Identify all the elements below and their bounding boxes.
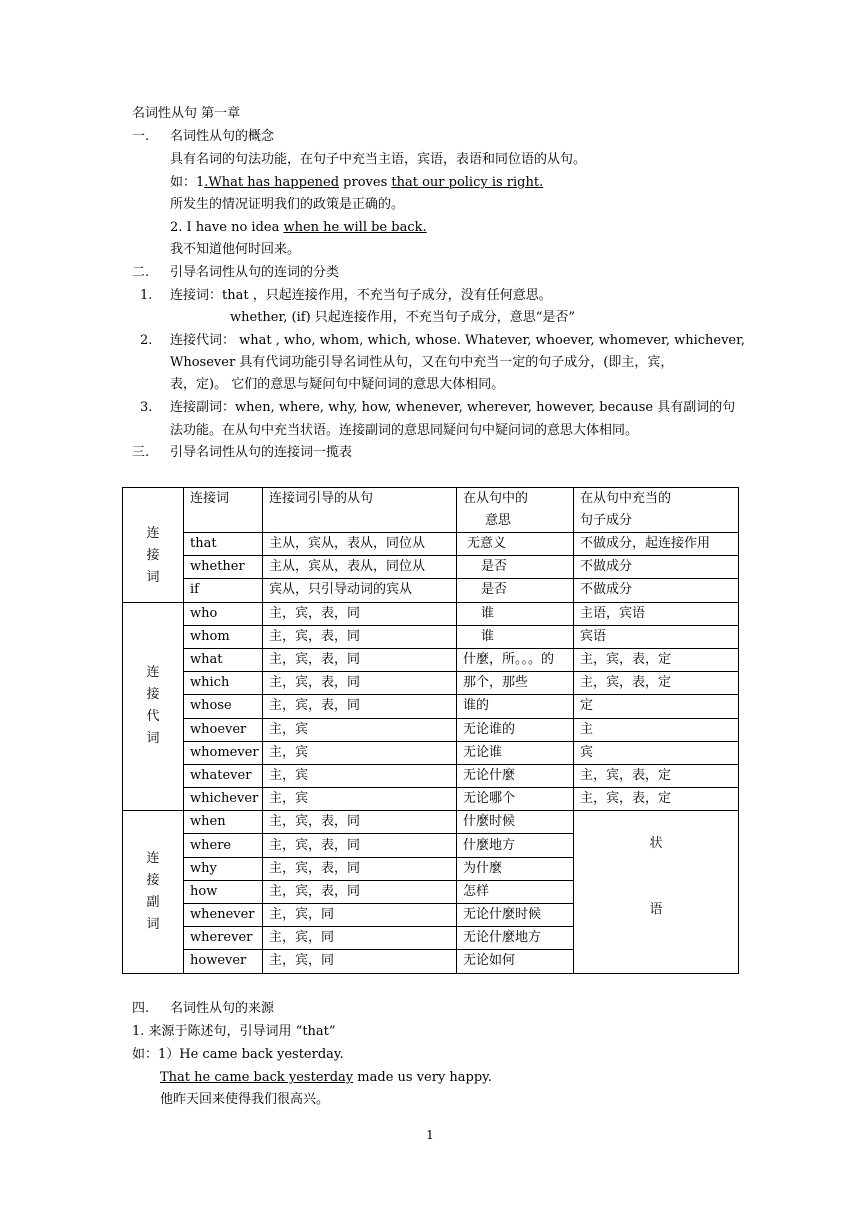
cell-word: wherever [184,927,263,950]
cell-word: whose [184,695,263,718]
item-3-line-1: 连接副词：when, where, why, how, whenever, wherever, however, because 具有副词的句 [170,400,736,415]
cell-word: whatever [184,764,263,787]
example-1 [170,174,543,192]
header-conjunction: 连接词 [184,488,263,533]
group-2-char: 词 [146,731,160,747]
cell-clause: 主，宾，同 [263,927,457,950]
cell-clause: 主，宾 [263,741,457,764]
cell-meaning: 谁 [457,625,574,648]
cell-clause: 主，宾，表，同 [263,672,457,695]
table-row [123,764,739,787]
table-row [123,788,739,811]
cell-word: whoever [184,718,263,741]
cell-word: that [184,533,263,556]
cell-clause: 主，宾，同 [263,904,457,927]
item-3-number: 3. [140,400,153,415]
table-row [123,579,739,602]
section-1-number: 一. [132,129,150,144]
cell-word: whenever [184,904,263,927]
cell-clause: 主，宾 [263,788,457,811]
cell-meaning: 无论什麼 [457,764,574,787]
cell-meaning: 什麼，所。。。的 [457,648,574,671]
header-role [574,488,739,533]
table-row [123,533,739,556]
cell-clause: 主，宾，表，同 [263,880,457,903]
cell-meaning: 那个，那些 [457,672,574,695]
cell-meaning: 为什麼 [457,857,574,880]
item-1-number: 1. [140,288,153,303]
section-4-line-2: 如：1）He came back yesterday. [132,1047,344,1062]
example-2 [170,219,427,237]
cell-clause: 主，宾，同 [263,950,457,973]
cell-role: 宾语 [574,625,739,648]
example-2-translation: 我不知道他何时回来。 [170,242,301,257]
item-1-line-2: whether, (if) 只起连接作用，不充当句子成分，意思“是否” [230,310,576,325]
section-2-heading: 引导名词性从句的连词的分类 [170,265,340,280]
table-row [123,556,739,579]
cell-role-adverbial [574,811,739,973]
item-2-line-2: Whosever 具有代词功能引导名词性从句，又在句中充当一定的句子成分，(即主，宾， [170,355,674,370]
item-1-line-1: 连接词：that ，只起连接作用，不充当句子成分，没有任何意思。 [170,288,552,303]
cell-word: if [184,579,263,602]
item-2-number: 2. [140,333,153,348]
cell-word: who [184,602,263,625]
cell-clause: 主，宾，表，同 [263,857,457,880]
group-label-conjunctions [123,488,184,603]
example-1-object-clause: that our policy is right. [391,175,544,190]
cell-role: 主，宾，表，定 [574,648,739,671]
cell-word: however [184,950,263,973]
table-row [123,695,739,718]
cell-meaning: 无论什麼地方 [457,927,574,950]
example-1-translation: 所发生的情况证明我们的政策是正确的。 [170,197,405,212]
cell-clause: 主，宾，表，同 [263,602,457,625]
cell-word: whether [184,556,263,579]
item-2-line-1: 连接代词： what , who, whom, which, whose. Whatever, whoever, whomever, whichever, [170,333,746,348]
header-meaning-line-2: 意思 [485,513,512,528]
group-2-char: 连 [146,665,160,681]
cell-clause: 主从，宾从，表从，同位从 [263,556,457,579]
example-1-prefix: 如：1 [170,175,205,190]
cell-clause: 主，宾，表，同 [263,648,457,671]
cell-word: what [184,648,263,671]
group-1-char: 词 [146,569,160,585]
group-2-char: 代 [146,709,160,725]
role-char-1: 状 [649,836,663,852]
cell-word: which [184,672,263,695]
cell-word: where [184,834,263,857]
header-meaning [457,488,574,533]
section-3-number: 三. [132,445,150,460]
table-row [123,602,739,625]
header-meaning-line-1: 在从句中的 [463,491,529,506]
cell-meaning: 怎样 [457,880,574,903]
cell-meaning: 谁 [457,602,574,625]
cell-meaning: 谁的 [457,695,574,718]
conjunction-table [122,487,739,974]
cell-meaning: 无论什麼时候 [457,904,574,927]
header-clause: 连接词引导的从句 [263,488,457,533]
cell-meaning: 无论如何 [457,950,574,973]
table-row [123,811,739,834]
cell-role: 不做成分 [574,556,739,579]
group-2-char: 接 [146,687,160,703]
section-4-number: 四. [132,1001,150,1016]
cell-word: why [184,857,263,880]
cell-clause: 主，宾 [263,718,457,741]
section-4-line-1: 1. 来源于陈述句，引导词用 “that” [132,1024,336,1039]
cell-meaning: 无意义 [457,533,574,556]
cell-word: whichever [184,788,263,811]
cell-meaning: 什麼地方 [457,834,574,857]
table-row [123,672,739,695]
group-3-char: 副 [146,894,160,910]
cell-clause: 主，宾，表，同 [263,625,457,648]
group-3-char: 连 [146,850,160,866]
cell-clause: 主，宾，表，同 [263,834,457,857]
table-row [123,625,739,648]
cell-meaning: 无论谁的 [457,718,574,741]
section-2-number: 二. [132,265,150,280]
section-4-heading: 名词性从句的来源 [170,1001,275,1016]
example-1-subject-clause: .What has happened [204,175,340,190]
cell-word: whom [184,625,263,648]
cell-clause: 主从，宾从，表从，同位从 [263,533,457,556]
cell-role: 主，宾，表，定 [574,672,739,695]
table-row [123,741,739,764]
cell-clause: 宾从，只引导动词的宾从 [263,579,457,602]
role-char-2: 语 [649,902,663,918]
table-row [123,718,739,741]
section-1-heading: 名词性从句的概念 [170,129,275,144]
section-4-line-3-rest: made us very happy. [353,1070,492,1085]
section-4-subject-clause: That he came back yesterday [160,1070,354,1085]
header-role-line-1: 在从句中充当的 [580,491,672,506]
cell-meaning: 无论谁 [457,741,574,764]
cell-word: whomever [184,741,263,764]
cell-word: how [184,880,263,903]
example-1-verb: proves [339,175,392,190]
item-3-line-2: 法功能。在从句中充当状语。连接副词的意思同疑问句中疑问词的意思大体相同。 [170,423,639,438]
section-4-line-3 [160,1069,492,1087]
cell-clause: 主，宾，表，同 [263,695,457,718]
cell-role: 不做成分，起连接作用 [574,533,739,556]
cell-meaning: 是否 [457,579,574,602]
cell-role: 宾 [574,741,739,764]
cell-meaning: 无论哪个 [457,788,574,811]
document-title: 名词性从句 第一章 [132,106,241,121]
section-3-heading: 引导名词性从句的连接词一揽表 [170,445,353,460]
group-1-char: 连 [146,525,160,541]
group-label-conjunctive-pronouns [123,602,184,811]
group-3-char: 词 [146,916,160,932]
cell-role: 主语，宾语 [574,602,739,625]
table-row [123,648,739,671]
group-3-char: 接 [146,872,160,888]
page-number: 1 [426,1128,434,1142]
cell-word: when [184,811,263,834]
group-1-char: 接 [146,547,160,563]
example-2-clause: when he will be back. [283,220,427,235]
cell-meaning: 什麼时候 [457,811,574,834]
cell-role: 不做成分 [574,579,739,602]
group-label-conjunctive-adverbs [123,811,184,973]
header-role-line-2: 句子成分 [580,513,633,528]
cell-role: 主 [574,718,739,741]
section-4-translation: 他昨天回来使得我们很高兴。 [160,1092,330,1107]
cell-role: 定 [574,695,739,718]
table-header-row [123,488,739,533]
cell-role: 主，宾，表，定 [574,764,739,787]
example-2-prefix: 2. I have no idea [170,220,284,235]
item-2-line-3: 表，定)。 它们的意思与疑问句中疑问词的意思大体相同。 [170,377,505,392]
section-1-description: 具有名词的句法功能，在句子中充当主语，宾语，表语和同位语的从句。 [170,152,587,167]
cell-clause: 主，宾 [263,764,457,787]
cell-role: 主，宾，表，定 [574,788,739,811]
cell-meaning: 是否 [457,556,574,579]
cell-clause: 主，宾，表，同 [263,811,457,834]
